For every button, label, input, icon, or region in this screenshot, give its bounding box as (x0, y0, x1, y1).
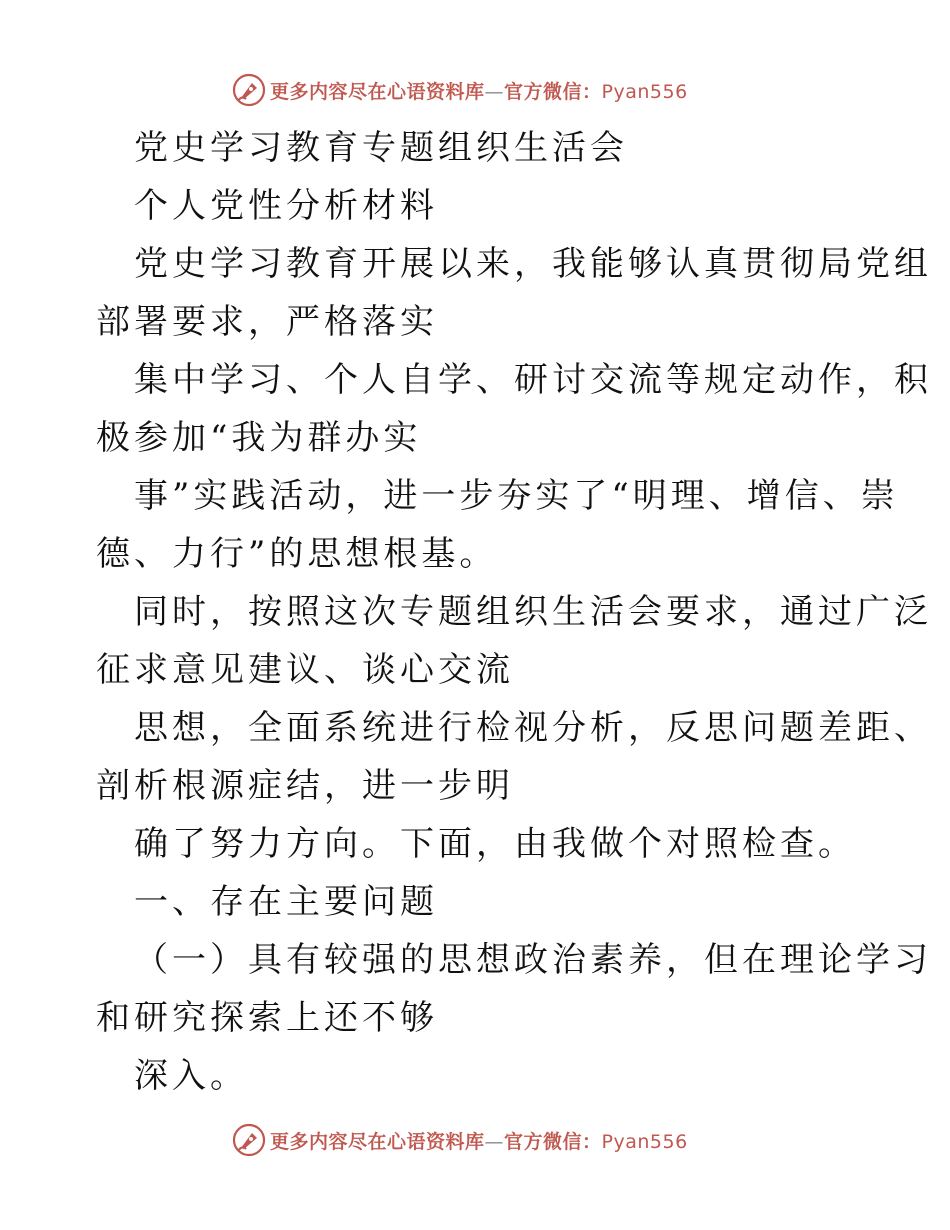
watermark-site-text: 更多内容尽在心语资料库 (270, 1130, 485, 1153)
doc-line: 党史学习教育开展以来，我能够认真贯彻局党组 (134, 244, 932, 284)
doc-line: 德、力行”的思想根基。 (96, 534, 498, 574)
doc-line: 集中学习、个人自学、研讨交流等规定动作，积 (134, 360, 932, 400)
doc-line: 思想，全面系统进行检视分析，反思问题差距、 (134, 708, 932, 748)
watermark-site-text: 更多内容尽在心语资料库 (270, 80, 485, 103)
doc-line: 确了努力方向。下面，由我做个对照检查。 (134, 824, 856, 864)
watermark-wechat-label: 官方微信： (504, 1130, 602, 1153)
watermark-separator: — (484, 1130, 505, 1153)
doc-title: 党史学习教育专题组织生活会 (134, 128, 628, 168)
watermark-separator: — (484, 80, 505, 103)
watermark-text (270, 1127, 688, 1154)
pen-nib-logo-icon (232, 1123, 266, 1157)
watermark-wechat-id: Pyan556 (601, 1130, 688, 1153)
section-heading: 一、存在主要问题 (134, 882, 438, 922)
header-watermark (232, 73, 688, 107)
doc-line: 同时，按照这次专题组织生活会要求，通过广泛 (134, 592, 932, 632)
doc-line: 深入。 (134, 1056, 248, 1096)
doc-line: 征求意见建议、谈心交流 (96, 650, 514, 690)
footer-watermark (232, 1123, 688, 1157)
doc-line: 极参加“我为群办实 (96, 418, 422, 458)
pen-nib-logo-icon (232, 73, 266, 107)
watermark-wechat-label: 官方微信： (504, 80, 602, 103)
doc-line: 事”实践活动，进一步夯实了“明理、增信、崇 (134, 476, 899, 516)
doc-line: 部署要求，严格落实 (96, 302, 438, 342)
subsection-heading: （一）具有较强的思想政治素养，但在理论学习 (134, 940, 932, 980)
doc-line: 剖析根源症结，进一步明 (96, 766, 514, 806)
watermark-wechat-id: Pyan556 (601, 80, 688, 103)
doc-subtitle: 个人党性分析材料 (134, 186, 438, 226)
doc-line: 和研究探索上还不够 (96, 998, 438, 1038)
watermark-text (270, 77, 688, 104)
